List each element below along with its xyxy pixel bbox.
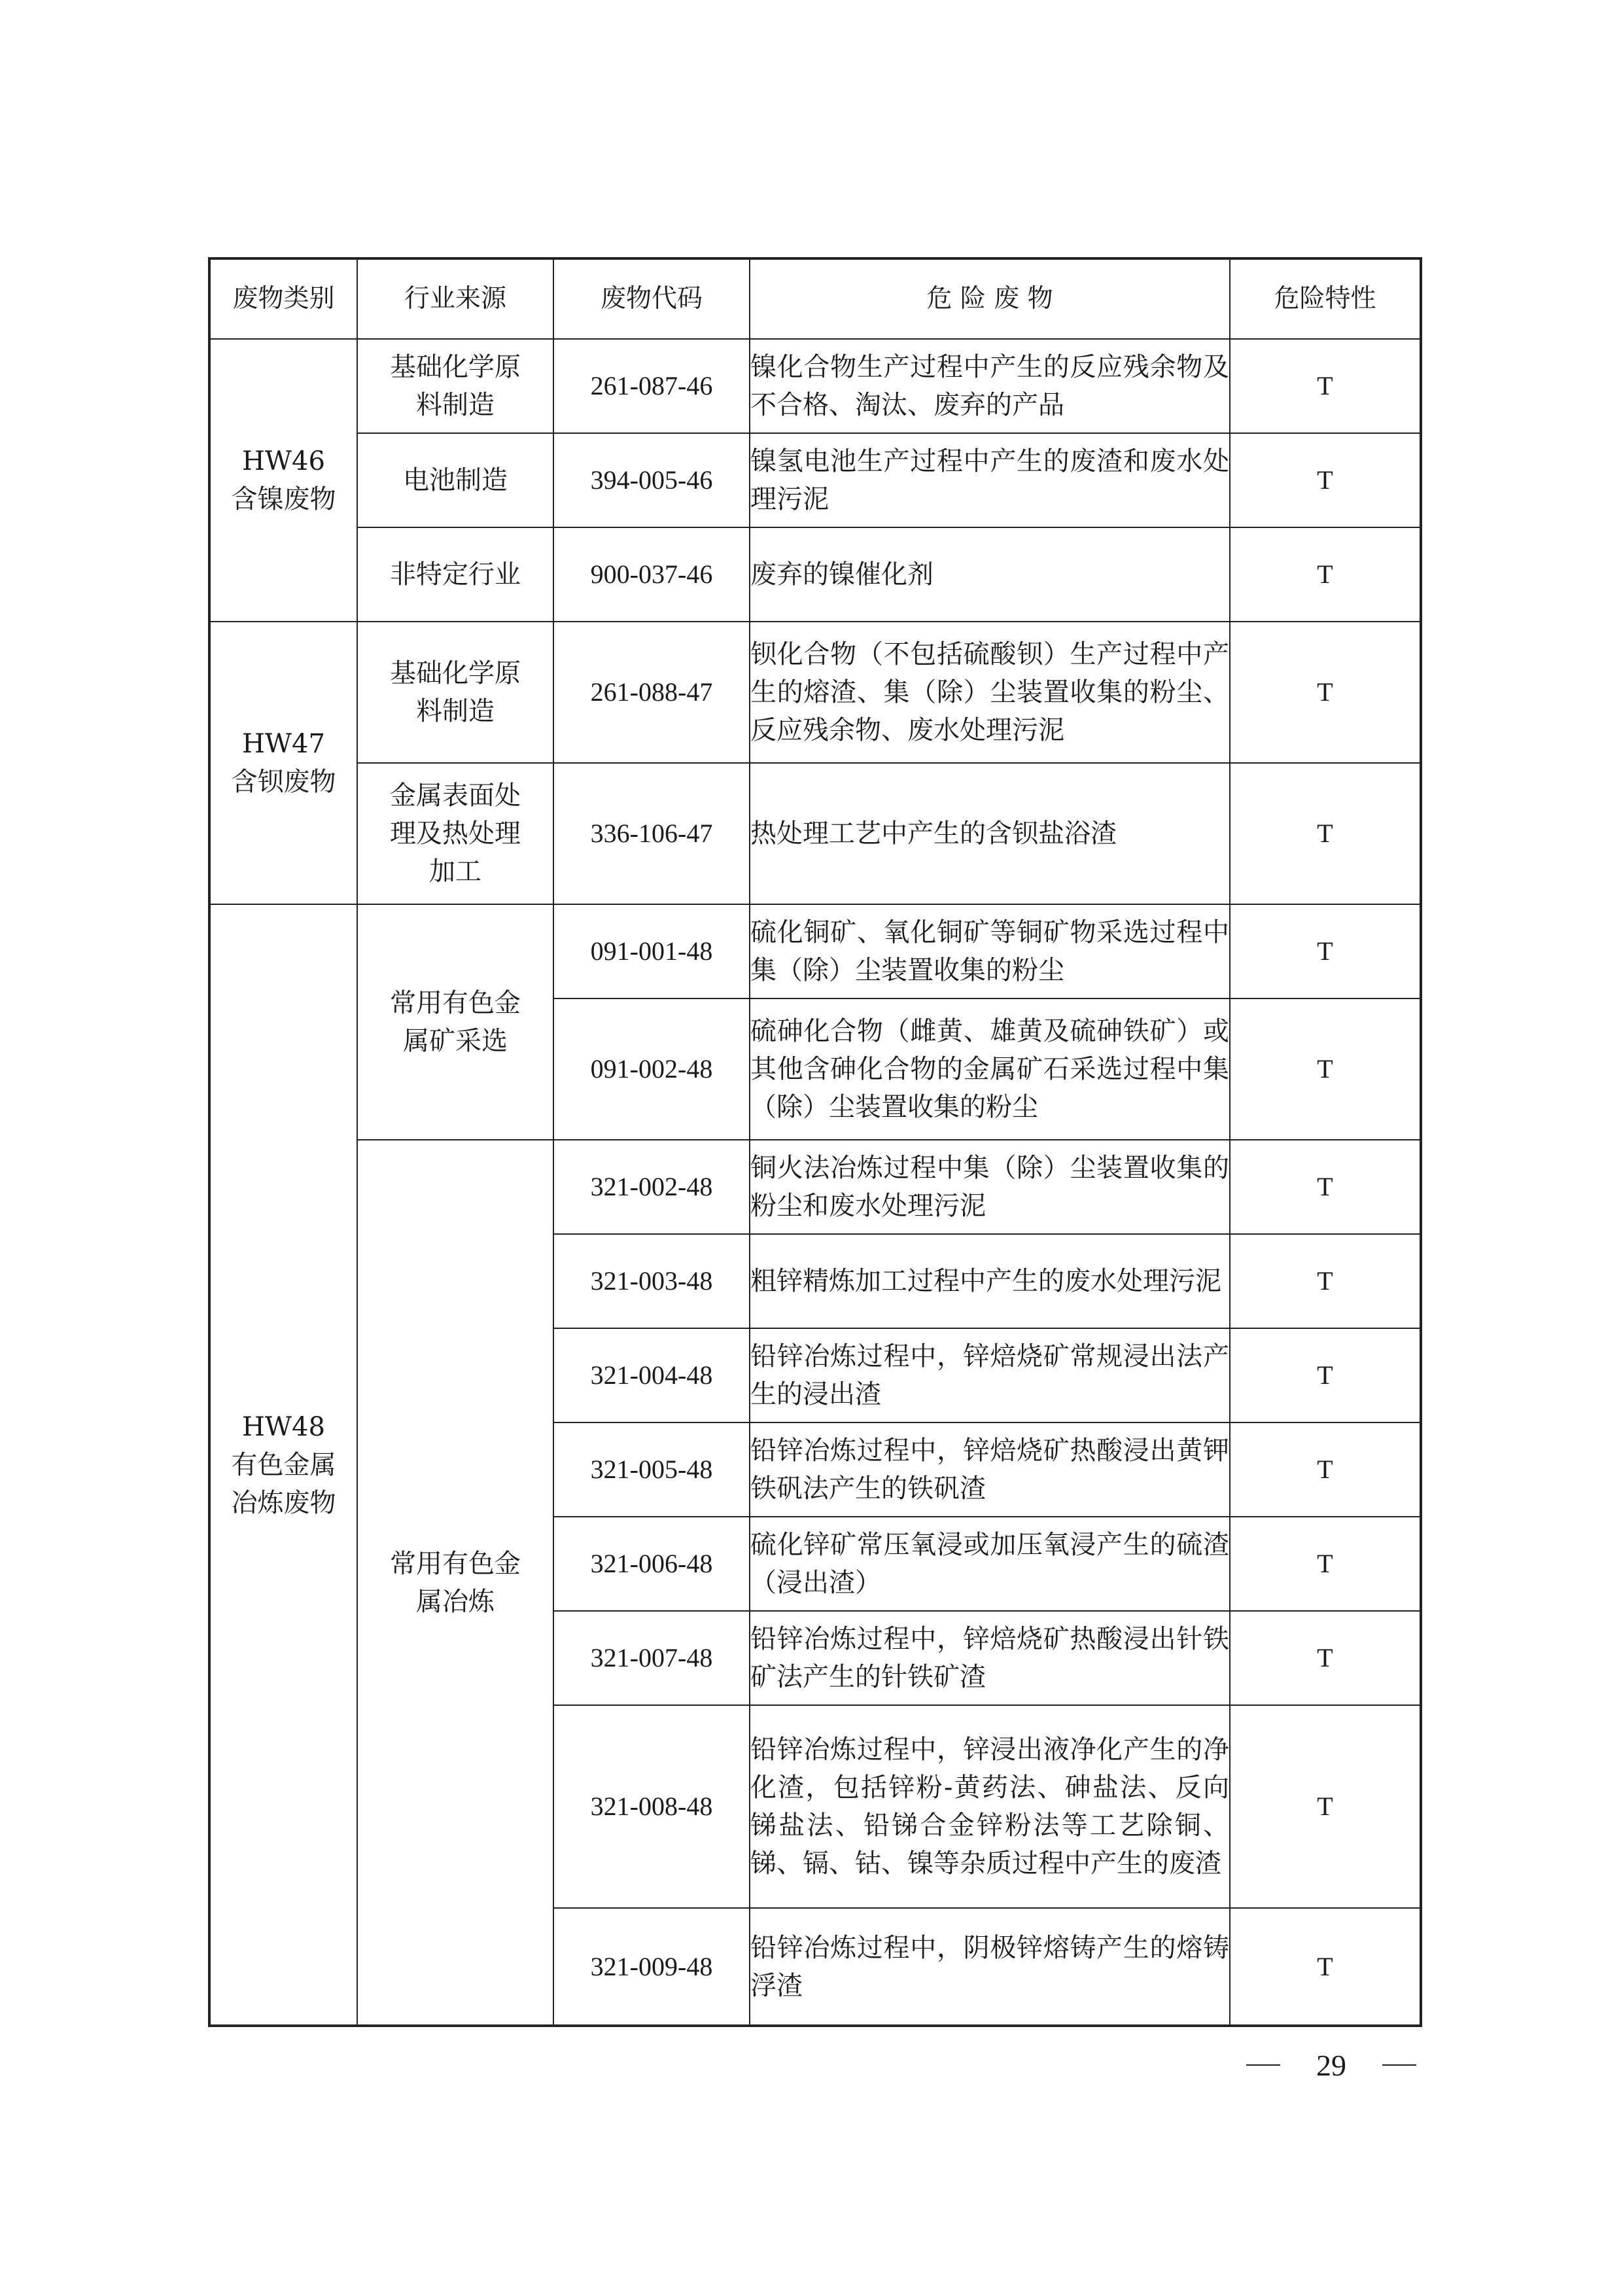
hazard-cell: T [1230, 1140, 1421, 1234]
waste-desc-cell: 废弃的镍催化剂 [750, 527, 1230, 622]
table-row [209, 622, 1421, 763]
table-row [209, 339, 1421, 433]
header-code: 废物代码 [553, 258, 750, 339]
table-row [209, 904, 1421, 998]
table-row [209, 527, 1421, 622]
hazard-cell: T [1230, 904, 1421, 998]
category-cell: HW46 含镍废物 [209, 339, 357, 622]
hazard-cell: T [1230, 1234, 1421, 1328]
header-waste: 危 险 废 物 [750, 258, 1230, 339]
hazard-cell: T [1230, 1908, 1421, 2026]
dash-left [1246, 2064, 1280, 2066]
waste-desc-cell: 铅锌冶炼过程中，锌焙烧矿热酸浸出针铁矿法产生的针铁矿渣 [750, 1611, 1230, 1705]
source-cell: 非特定行业 [357, 527, 553, 622]
code-cell: 261-087-46 [553, 339, 750, 433]
code-cell: 321-004-48 [553, 1328, 750, 1422]
code-cell: 900-037-46 [553, 527, 750, 622]
waste-desc-cell: 钡化合物（不包括硫酸钡）生产过程中产生的熔渣、集（除）尘装置收集的粉尘、反应残余物、废水处理污泥 [750, 622, 1230, 763]
header-row [209, 258, 1421, 339]
header-source: 行业来源 [357, 258, 553, 339]
waste-desc-cell: 铅锌冶炼过程中，锌焙烧矿常规浸出法产生的浸出渣 [750, 1328, 1230, 1422]
table-row [209, 433, 1421, 527]
header-category: 废物类别 [209, 258, 357, 339]
hazard-cell: T [1230, 763, 1421, 904]
source-cell: 常用有色金 属冶炼 [357, 1140, 553, 2026]
waste-desc-cell: 铅锌冶炼过程中，锌焙烧矿热酸浸出黄钾铁矾法产生的铁矾渣 [750, 1422, 1230, 1517]
waste-desc-cell: 铜火法冶炼过程中集（除）尘装置收集的粉尘和废水处理污泥 [750, 1140, 1230, 1234]
code-cell: 091-001-48 [553, 904, 750, 998]
code-cell: 321-003-48 [553, 1234, 750, 1328]
hazard-cell: T [1230, 1422, 1421, 1517]
waste-desc-cell: 镍氢电池生产过程中产生的废渣和废水处理污泥 [750, 433, 1230, 527]
hazard-cell: T [1230, 1328, 1421, 1422]
hazard-cell: T [1230, 622, 1421, 763]
code-cell: 321-007-48 [553, 1611, 750, 1705]
waste-desc-cell: 硫化锌矿常压氧浸或加压氧浸产生的硫渣（浸出渣） [750, 1517, 1230, 1611]
waste-desc-cell: 硫化铜矿、氧化铜矿等铜矿物采选过程中集（除）尘装置收集的粉尘 [750, 904, 1230, 998]
code-cell: 321-002-48 [553, 1140, 750, 1234]
code-cell: 336-106-47 [553, 763, 750, 904]
dash-right [1382, 2064, 1416, 2066]
table-body [209, 339, 1421, 2026]
code-cell: 261-088-47 [553, 622, 750, 763]
category-cell: HW47 含钡废物 [209, 622, 357, 904]
hazard-cell: T [1230, 527, 1421, 622]
hazard-cell: T [1230, 998, 1421, 1140]
waste-desc-cell: 粗锌精炼加工过程中产生的废水处理污泥 [750, 1234, 1230, 1328]
code-cell: 394-005-46 [553, 433, 750, 527]
code-cell: 321-009-48 [553, 1908, 750, 2026]
table-row [209, 1140, 1421, 1234]
waste-table [208, 257, 1422, 2027]
waste-desc-cell: 热处理工艺中产生的含钡盐浴渣 [750, 763, 1230, 904]
source-cell: 常用有色金 属矿采选 [357, 904, 553, 1140]
page-number-text: 29 [1316, 2048, 1346, 2082]
hazard-cell: T [1230, 1705, 1421, 1908]
waste-desc-cell: 硫砷化合物（雌黄、雄黄及硫砷铁矿）或其他含砷化合物的金属矿石采选过程中集（除）尘装置收集的粉尘 [750, 998, 1230, 1140]
header-hazard: 危险特性 [1230, 258, 1421, 339]
source-cell: 金属表面处 理及热处理 加工 [357, 763, 553, 904]
hazard-cell: T [1230, 339, 1421, 433]
waste-desc-cell: 铅锌冶炼过程中，阴极锌熔铸产生的熔铸浮渣 [750, 1908, 1230, 2026]
waste-desc-cell: 镍化合物生产过程中产生的反应残余物及不合格、淘汰、废弃的产品 [750, 339, 1230, 433]
page-number [1246, 2045, 1416, 2085]
source-cell: 电池制造 [357, 433, 553, 527]
hazard-cell: T [1230, 1611, 1421, 1705]
code-cell: 321-006-48 [553, 1517, 750, 1611]
source-cell: 基础化学原 料制造 [357, 622, 553, 763]
code-cell: 321-005-48 [553, 1422, 750, 1517]
category-cell: HW48 有色金属 冶炼废物 [209, 904, 357, 2026]
table-row [209, 763, 1421, 904]
hazard-cell: T [1230, 433, 1421, 527]
source-cell: 基础化学原 料制造 [357, 339, 553, 433]
hazard-cell: T [1230, 1517, 1421, 1611]
code-cell: 321-008-48 [553, 1705, 750, 1908]
waste-desc-cell: 铅锌冶炼过程中，锌浸出液净化产生的净化渣，包括锌粉-黄药法、砷盐法、反向锑盐法、铅锑合金锌粉法等工艺除铜、锑、镉、钴、镍等杂质过程中产生的废渣 [750, 1705, 1230, 1908]
code-cell: 091-002-48 [553, 998, 750, 1140]
